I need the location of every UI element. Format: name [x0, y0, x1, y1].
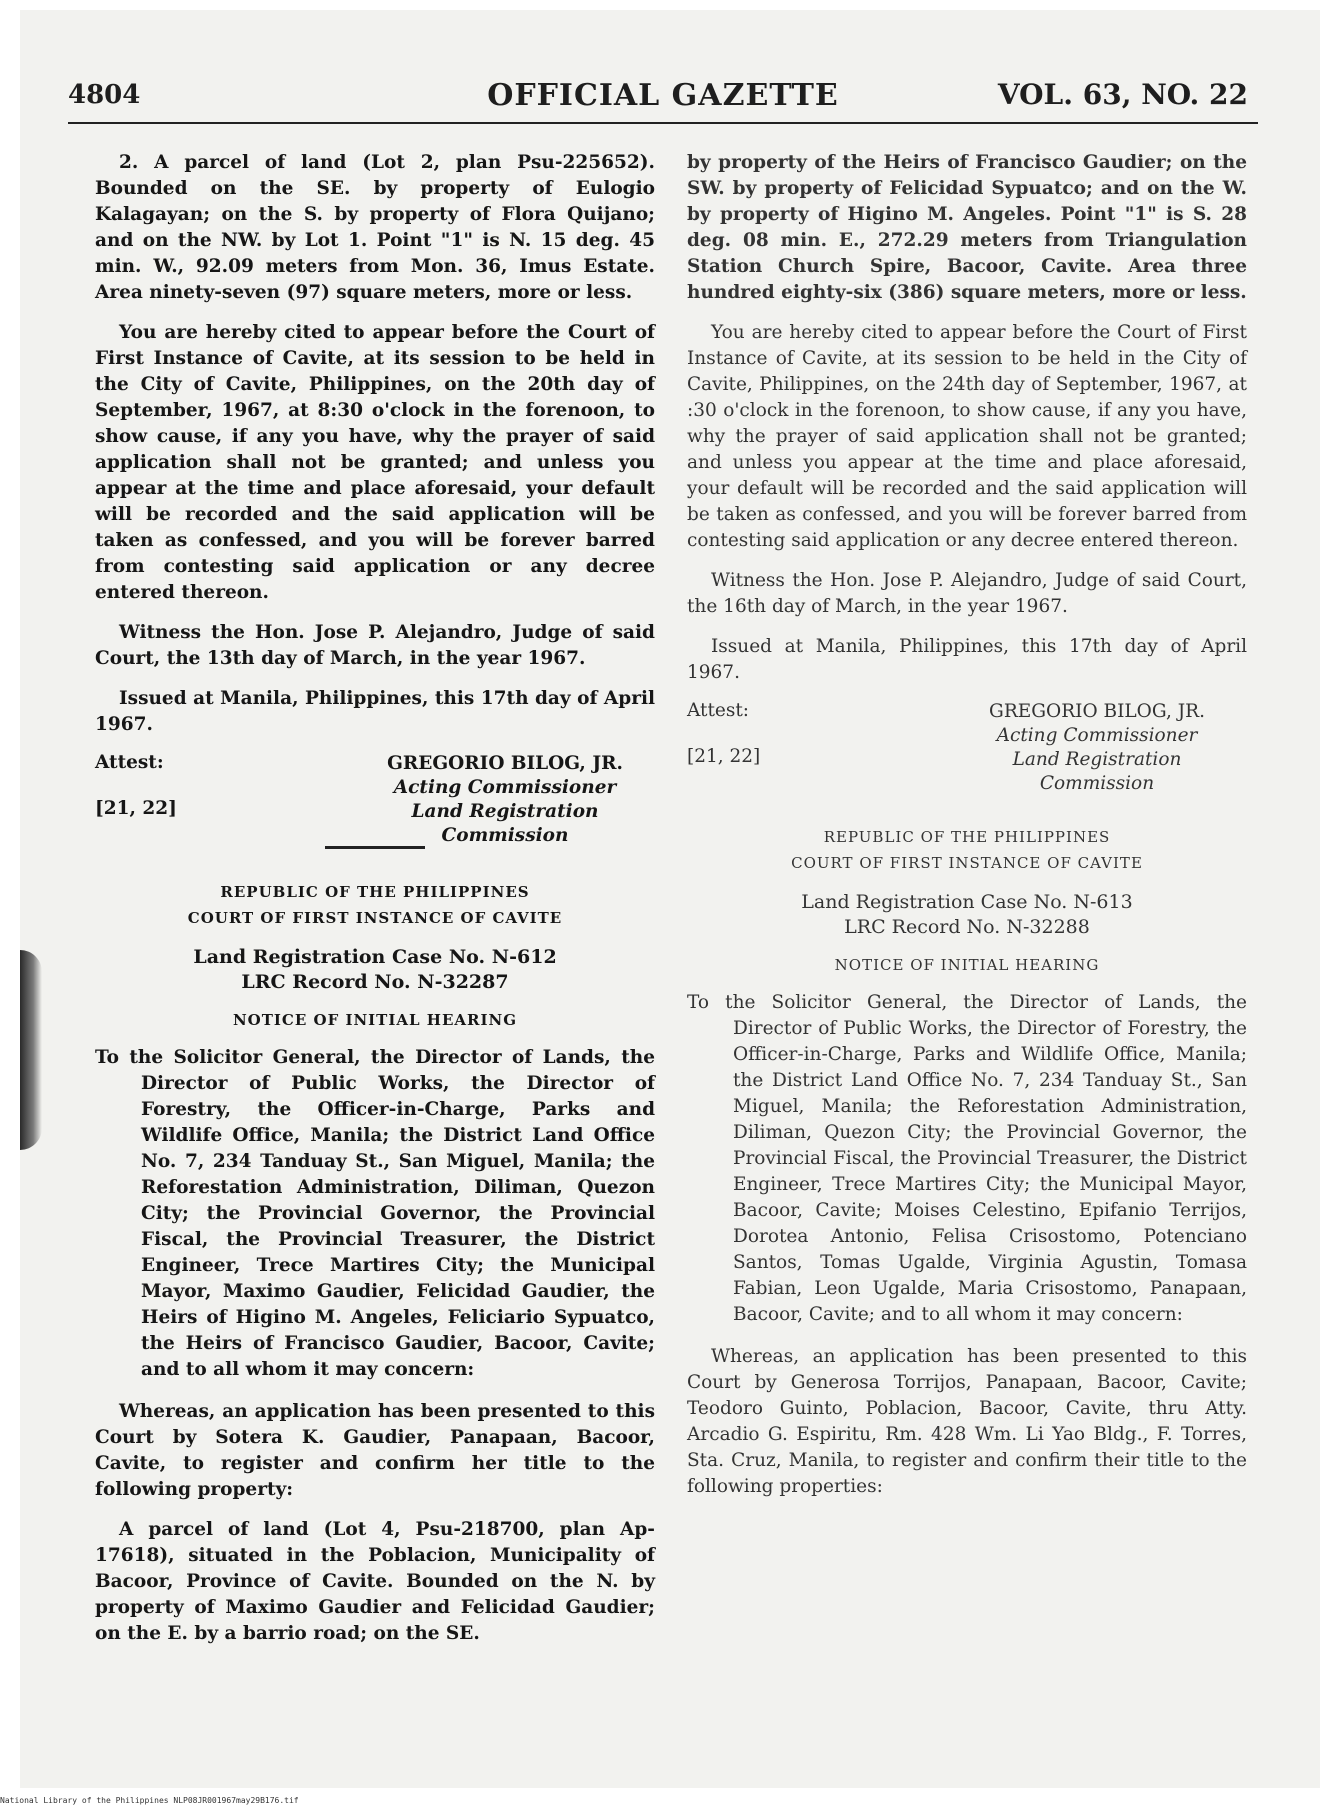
- issue-reference: [21, 22]: [95, 798, 177, 819]
- notice-title: NOTICE OF INITIAL HEARING: [834, 956, 1100, 974]
- attest-label: Attest:: [687, 700, 750, 721]
- whereas-paragraph: Whereas, an application has been presented to this Court by Sotera K. Gaudier, Panapaan, Bacoor, Cavite, to register and confirm her title to the following property:: [95, 1401, 655, 1500]
- binding-shadow: [20, 950, 42, 1150]
- case-heading: [687, 890, 1247, 940]
- court-heading: COURT OF FIRST INSTANCE OF CAVITE: [791, 854, 1143, 872]
- notice-title: NOTICE OF INITIAL HEARING: [232, 1011, 518, 1029]
- lrc-record: LRC Record No. N-32287: [241, 971, 509, 993]
- issued-paragraph: Issued at Manila, Philippines, this 17th day of April 1967.: [687, 636, 1247, 683]
- attestation-block: [95, 752, 655, 846]
- signature-block: [957, 700, 1237, 796]
- witness-paragraph: Witness the Hon. Jose P. Alejandro, Judge of said Court, the 16th day of March, in the year 1967.: [687, 570, 1247, 617]
- page-header: [68, 72, 1258, 124]
- signer-title: Acting Commissioner: [996, 725, 1198, 746]
- parcel-paragraph: A parcel of land (Lot 4, Psu-218700, plan Ap-17618), situated in the Poblacion, Municipality of Bacoor, Province of Cavite. Bounded on the N. by property of Maximo Gaudier and Felicidad Gaudier; on the E. by a barrio road; on the SE.: [95, 1519, 655, 1644]
- signature-block: [365, 752, 645, 848]
- attestation-block: [687, 700, 1247, 794]
- court-heading: COURT OF FIRST INSTANCE OF CAVITE: [187, 909, 563, 927]
- signer-office: Land Registration Commission: [411, 801, 599, 846]
- page-number: 4804: [68, 80, 141, 110]
- issue-reference: [21, 22]: [687, 746, 761, 767]
- case-number: Land Registration Case No. N-612: [193, 946, 557, 968]
- signer-name: GREGORIO BILOG, JR.: [387, 753, 623, 774]
- addressees: To the Solicitor General, the Director of Lands, the Director of Public Works, the Director of Forestry, the Officer-in-Charge, Parks and Wildlife Office, Manila; the District Land Office No. 7, 234 Tanduay St., San Miguel, Manila; the Reforestation Administration, Diliman, Quezon City; the Provincial Governor, the Provincial Fiscal, the Provincial Treasurer, the District Engineer, Trece Martires City; the Municipal Mayor, Bacoor, Cavite; Moises Celestino, Epifanio Terrijos, Dorotea Antonio, Felisa Crisostomo, Potenciano Santos, Tomas Ugalde, Virginia Agustin, Tomasa Fabian, Leon Ugalde, Maria Crisostomo, Panapaan, Bacoor, Cavite; and to all whom it may concern:: [687, 992, 1247, 1325]
- signer-title: Acting Commissioner: [393, 777, 617, 798]
- parcel-description: 2. A parcel of land (Lot 2, plan Psu-225652). Bounded on the SE. by property of Eulogio Kalagayan; on the S. by property of Flora Quijano; and on the NW. by Lot 1. Point "1" is N. 15 deg. 45 min. W., 92.09 meters from Mon. 36, Imus Estate. Area ninety-seven (97) square meters, more or less.: [95, 152, 655, 303]
- addressees: To the Solicitor General, the Director of Lands, the Director of Public Works, the Director of Forestry, the Officer-in-Charge, Parks and Wildlife Office, Manila; the District Land Office No. 7, 234 Tanduay St., San Miguel, Manila; the Reforestation Administration, Diliman, Quezon City; the Provincial Governor, the Provincial Fiscal, the Provincial Treasurer, the District Engineer, Trece Martires City; the Municipal Mayor, Maximo Gaudier, Felicidad Gaudier, the Heirs of Higino M. Angeles, Feliciario Sypuatco, the Heirs of Francisco Gaudier, Bacoor, Cavite; and to all whom it may concern:: [95, 1047, 655, 1380]
- parcel-continuation: by property of the Heirs of Francisco Gaudier; on the SW. by property of Felicidad Sypuatco; and on the W. by property of Higino M. Angeles. Point "1" is S. 28 deg. 08 min. E., 272.29 meters from Triangulation Station Church Spire, Bacoor, Cavite. Area three hundred eighty-six (386) square meters, more or less.: [687, 152, 1247, 303]
- lrc-record: LRC Record No. N-32288: [844, 916, 1090, 938]
- whereas-paragraph: Whereas, an application has been presented to this Court by Generosa Torrijos, Panapaan, Bacoor, Cavite; Teodoro Guinto, Poblacion, Bacoor, Cavite, thru Atty. Arcadio G. Espiritu, Rm. 428 Wm. Li Yao Bldg., F. Torres, Sta. Cruz, Manila, to register and confirm their title to the following properties:: [687, 1346, 1247, 1497]
- issued-paragraph: Issued at Manila, Philippines, this 17th day of April 1967.: [95, 688, 655, 735]
- signer-office: Land Registration Commission: [1012, 749, 1182, 794]
- publication-title: OFFICIAL GAZETTE: [487, 78, 839, 113]
- republic-heading: REPUBLIC OF THE PHILIPPINES: [823, 828, 1111, 846]
- gazette-page: [20, 10, 1320, 1788]
- citation-paragraph: You are hereby cited to appear before the Court of First Instance of Cavite, at its session to be held in the City of Cavite, Philippines, on the 20th day of September, 1967, at 8:30 o'clock in the forenoon, to show cause, if any you have, why the prayer of said application shall not be granted; and unless you appear at the time and place aforesaid, your default will be recorded and the said application will be taken as confessed, and you will be forever barred from contesting said application or any decree entered thereon.: [95, 322, 655, 603]
- signer-name: GREGORIO BILOG, JR.: [989, 701, 1205, 722]
- case-heading: [95, 945, 655, 995]
- citation-paragraph: You are hereby cited to appear before the Court of First Instance of Cavite, at its session to be held in the City of Cavite, Philippines, on the 24th day of September, 1967, at :30 o'clock in the forenoon, to show cause, if any you have, why the prayer of said application shall not be granted; and unless you appear at the time and place aforesaid, your default will be recorded and the said application will be taken as confessed, and you will be forever barred from contesting said application or any decree entered thereon.: [687, 322, 1247, 551]
- volume-issue: VOL. 63, NO. 22: [997, 78, 1248, 111]
- scan-footer: National Library of the Philippines NLP08JR001967may29B176.tif: [0, 1796, 299, 1805]
- right-column: [687, 150, 1247, 1514]
- republic-heading: REPUBLIC OF THE PHILIPPINES: [220, 883, 530, 901]
- case-number: Land Registration Case No. N-613: [801, 891, 1133, 913]
- left-column: [95, 150, 655, 1661]
- witness-paragraph: Witness the Hon. Jose P. Alejandro, Judge of said Court, the 13th day of March, in the year 1967.: [95, 622, 655, 669]
- attest-label: Attest:: [95, 752, 164, 773]
